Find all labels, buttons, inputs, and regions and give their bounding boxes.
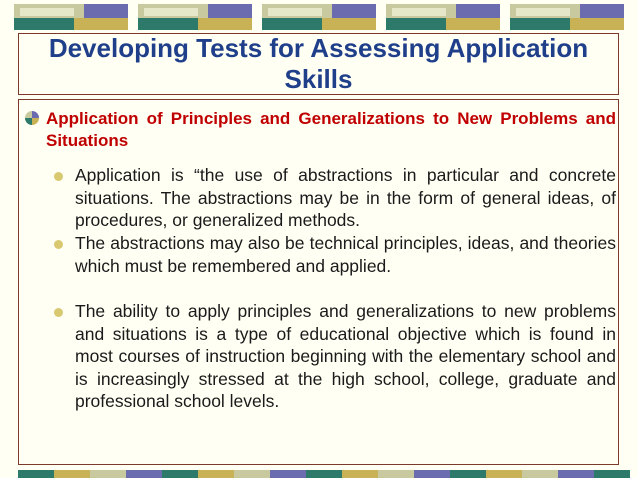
round-dot-icon	[54, 308, 63, 317]
round-dot-icon	[54, 240, 63, 249]
pinwheel-icon	[25, 111, 39, 125]
bullet-item: The ability to apply principles and generalizations to new problems and situations is a type of educational objective which is found in most courses of instruction beginning with the elementary school and is increasingly stressed at the high school, college, graduate and professional school levels.	[75, 301, 616, 411]
bottom-decoration	[18, 470, 630, 478]
decor-tile	[262, 4, 376, 30]
top-decoration	[14, 4, 626, 30]
decor-tile	[14, 4, 128, 30]
decor-tile	[138, 4, 252, 30]
round-dot-icon	[54, 172, 63, 181]
slide-title: Developing Tests for Assessing Application Skills	[48, 33, 589, 94]
decor-tile	[386, 4, 500, 30]
bullet-item: Application is “the use of abstractions in particular and concrete situations. The abstractions may be in the form of general ideas, of procedures, or generalized methods.	[75, 165, 616, 230]
decor-tile	[510, 4, 624, 30]
section-heading: Application of Principles and Generalizations to New Problems and Situations	[46, 109, 616, 150]
bullet-item: The abstractions may also be technical principles, ideas, and theories which must be remembered and applied.	[75, 233, 616, 276]
